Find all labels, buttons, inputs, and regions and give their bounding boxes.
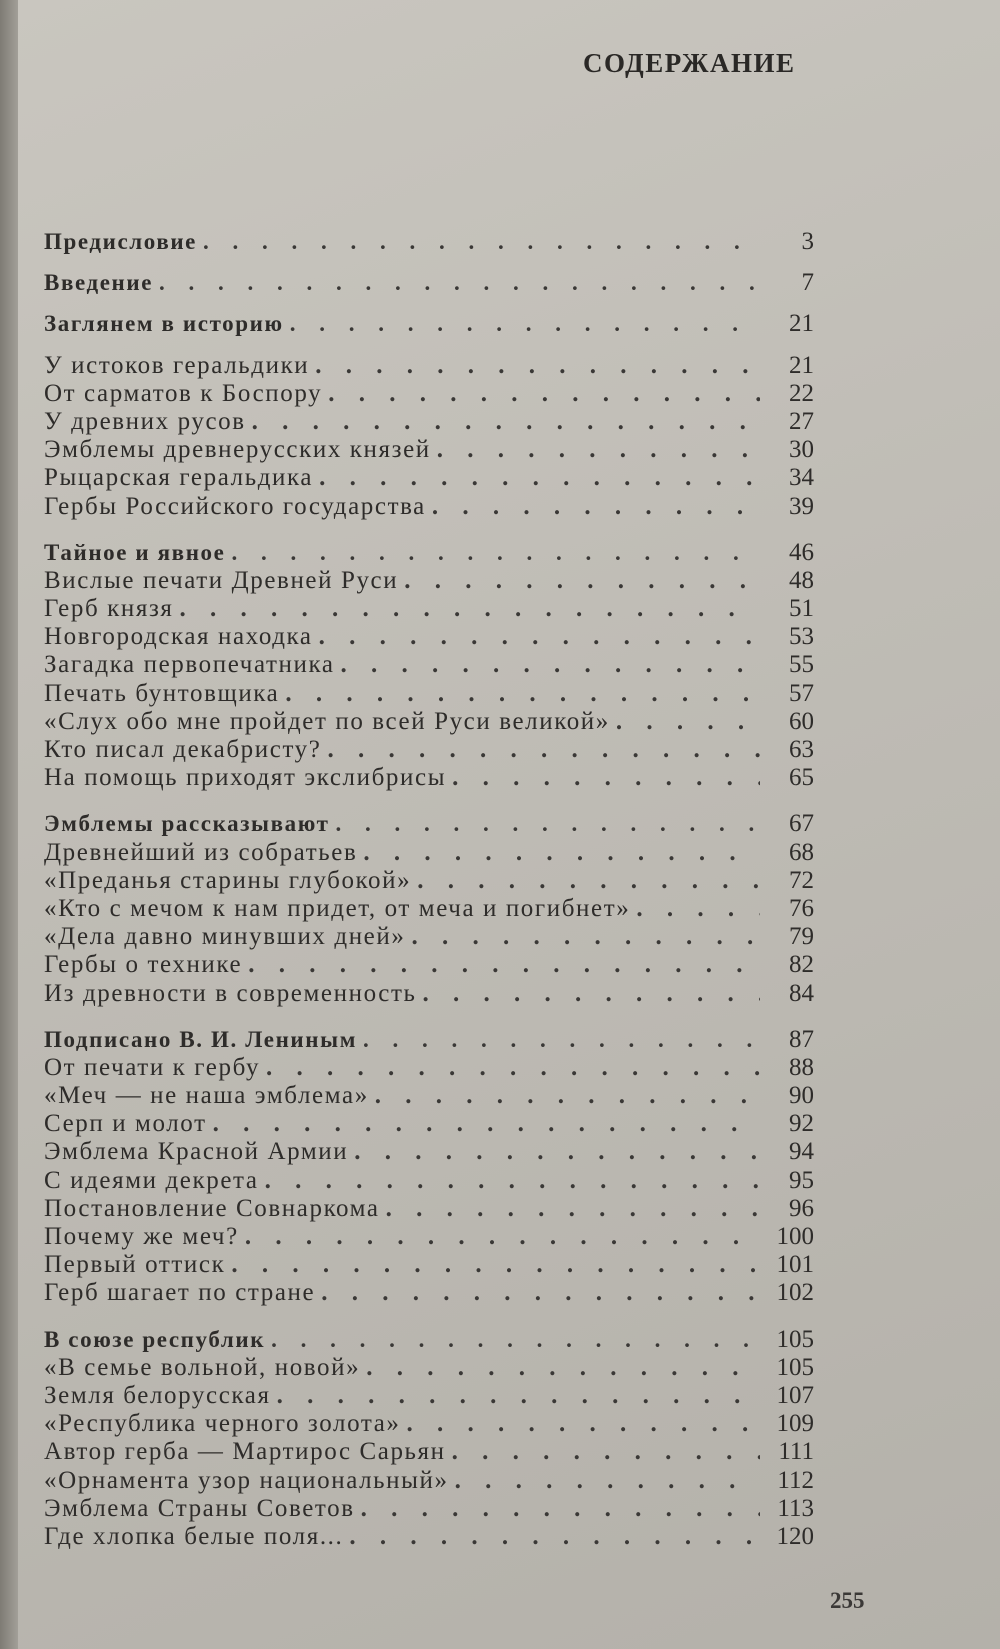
toc-entry-title: Кто писал декабристу? — [44, 736, 322, 763]
toc-entry — [44, 1251, 814, 1279]
dot-leader — [341, 651, 760, 679]
toc-entry-title: Где хлопка белые поля... — [44, 1522, 344, 1550]
toc-entry-title: «Дела давно минувших дней» — [44, 923, 406, 951]
dot-leader — [315, 352, 760, 380]
toc-entry-title: Загадка первопечатника — [44, 651, 335, 679]
toc-entry — [44, 623, 814, 651]
toc-entry — [44, 310, 814, 338]
dot-leader — [363, 839, 760, 867]
toc-entry — [44, 1110, 814, 1138]
dot-leader — [327, 736, 760, 764]
toc-entry — [44, 680, 814, 708]
toc-entry-page: 120 — [776, 1522, 814, 1550]
toc-entry-title: На помощь приходят экслибрисы — [44, 764, 447, 792]
toc-entry-page: 101 — [776, 1251, 814, 1279]
dot-leader — [407, 1410, 760, 1438]
toc-entry-title: Первый оттиск — [44, 1251, 226, 1279]
toc-entry-title: Автор герба — Мартирос Сарьян — [44, 1438, 446, 1466]
toc-entry — [44, 1467, 814, 1495]
toc-entry-page: 46 — [789, 538, 814, 566]
toc-entry-page: 88 — [789, 1053, 814, 1081]
toc-entry-page: 95 — [789, 1166, 814, 1194]
dot-leader — [354, 1138, 760, 1166]
toc-entry — [44, 651, 814, 679]
dot-leader — [285, 680, 760, 708]
toc-entry — [44, 1167, 814, 1195]
toc-entry-title: Предисловие — [44, 229, 197, 254]
toc-entry — [44, 1026, 814, 1054]
toc-entry-page: 105 — [776, 1353, 814, 1381]
dot-leader — [271, 1326, 760, 1354]
toc-entry-page: 109 — [776, 1410, 814, 1438]
toc-entry — [44, 1082, 814, 1110]
toc-entry — [44, 810, 814, 838]
dot-leader — [277, 1382, 760, 1410]
toc-entry-title: В союзе республик — [44, 1326, 266, 1352]
toc-entry-title: Новгородская находка — [44, 623, 313, 651]
toc-entry — [44, 567, 814, 595]
dot-leader — [455, 1467, 760, 1495]
toc-entry — [44, 867, 814, 895]
toc-entry-title: «Преданья старины глубокой» — [44, 866, 412, 894]
toc-entry-title: Вислые печати Древней Руси — [44, 566, 399, 594]
toc-entry-title: Заглянем в историю — [44, 311, 284, 337]
dot-leader — [452, 1438, 760, 1466]
toc-entry — [44, 1138, 814, 1166]
toc-entry-title: У древних русов — [44, 407, 246, 435]
toc-entry-page: 94 — [789, 1138, 814, 1166]
toc-entry-page: 96 — [789, 1194, 814, 1222]
toc-entry-page: 82 — [789, 951, 814, 979]
toc-entry — [44, 436, 814, 464]
toc-entry — [44, 1410, 814, 1438]
toc-entry-title: Эмблемы древнерусских князей — [44, 436, 431, 464]
toc-entry-page: 87 — [789, 1025, 814, 1053]
book-page — [18, 0, 1000, 1649]
dot-leader — [417, 867, 760, 895]
toc-entry-title: Рыцарская геральдика — [44, 464, 314, 492]
dot-leader — [636, 895, 760, 923]
toc-entry-page: 21 — [789, 351, 814, 379]
toc-entry-title: С идеями декрета — [44, 1166, 259, 1194]
toc-entry-page: 100 — [776, 1223, 814, 1250]
toc-entry-title: От сарматов к Боспору — [44, 379, 323, 407]
toc-entry — [44, 595, 814, 623]
toc-entry — [44, 1326, 814, 1354]
dot-leader — [248, 951, 760, 979]
toc-entry-page: 111 — [778, 1438, 814, 1466]
toc-entry — [44, 1223, 814, 1251]
toc-entry-title: «Кто с мечом к нам придет, от меча и погибнет» — [44, 894, 631, 922]
toc-entry-title: Печать бунтовщика — [44, 679, 280, 707]
toc-entry — [44, 839, 814, 867]
toc-entry-title: «В семье вольной, новой» — [44, 1353, 361, 1381]
page-number: 255 — [830, 1588, 865, 1613]
dot-leader — [319, 623, 760, 651]
toc-entry-page: 67 — [789, 810, 814, 838]
toc-entry — [44, 269, 814, 297]
dot-leader — [423, 980, 760, 1008]
page-edge-shadow — [0, 0, 18, 1649]
toc-entry — [44, 1354, 814, 1382]
toc-entry-title: У истоков геральдики — [44, 351, 310, 379]
toc-entry-title: Земля белорусская — [44, 1381, 271, 1409]
dot-leader — [363, 1026, 760, 1054]
toc-entry-title: Герб шагает по стране — [44, 1279, 316, 1307]
toc-entry — [44, 464, 814, 492]
toc-entry-page: 72 — [789, 866, 814, 894]
dot-leader — [349, 1523, 760, 1551]
toc-entry-page: 107 — [776, 1381, 814, 1409]
toc-entry — [44, 1495, 814, 1523]
dot-leader — [159, 269, 760, 297]
toc-entry-title: Введение — [44, 270, 154, 296]
toc-entry-page: 27 — [789, 407, 814, 435]
dot-leader — [319, 464, 760, 492]
toc-entry-page: 112 — [777, 1466, 814, 1494]
dot-leader — [252, 408, 760, 436]
dot-leader — [265, 1167, 760, 1195]
toc-entry — [44, 493, 814, 521]
dot-leader — [335, 810, 760, 838]
toc-entry-title: Гербы Российского государства — [44, 492, 426, 520]
toc-entry-page: 21 — [789, 310, 814, 338]
toc-entry-page: 39 — [789, 492, 814, 520]
toc-entry-title: Тайное и явное — [44, 539, 226, 565]
toc-entry-title: От печати к гербу — [44, 1053, 261, 1081]
toc-entry — [44, 228, 814, 256]
toc-entry-page: 53 — [789, 623, 814, 651]
toc-entry — [44, 980, 814, 1008]
dot-leader — [432, 493, 760, 521]
toc-entry — [44, 380, 814, 408]
table-of-contents — [44, 228, 814, 1551]
toc-entry-title: Подписано В. И. Лениным — [44, 1026, 357, 1052]
toc-entry-page: 92 — [789, 1110, 814, 1138]
dot-leader — [245, 1223, 760, 1251]
dot-leader — [290, 310, 760, 338]
toc-entry-page: 22 — [789, 379, 814, 407]
toc-entry-page: 60 — [789, 707, 814, 735]
toc-entry — [44, 1054, 814, 1082]
dot-leader — [328, 380, 760, 408]
toc-entry-title: «Орнамента узор национальный» — [44, 1466, 449, 1494]
toc-entry-page: 65 — [789, 764, 814, 792]
toc-entry-title: Почему же меч? — [44, 1223, 239, 1250]
toc-entry-page: 57 — [789, 679, 814, 707]
toc-entry-title: Серп и молот — [44, 1110, 207, 1138]
toc-entry-title: «Слух обо мне пройдет по всей Руси великой» — [44, 707, 610, 735]
dot-leader — [404, 567, 760, 595]
dot-leader — [361, 1495, 760, 1523]
toc-entry — [44, 1382, 814, 1410]
toc-entry-title: Гербы о технике — [44, 951, 243, 979]
toc-entry-page: 113 — [777, 1494, 814, 1522]
dot-leader — [375, 1082, 760, 1110]
dot-leader — [616, 708, 760, 736]
toc-entry-title: Герб князя — [44, 595, 174, 623]
toc-entry-page: 68 — [789, 838, 814, 866]
toc-entry — [44, 895, 814, 923]
toc-entry-title: Постановление Совнаркома — [44, 1194, 380, 1222]
toc-entry-title: «Республика черного золота» — [44, 1410, 401, 1438]
toc-entry-page: 3 — [801, 228, 814, 255]
toc-entry-page: 84 — [789, 979, 814, 1007]
dot-leader — [366, 1354, 760, 1382]
dot-leader — [266, 1054, 760, 1082]
toc-entry-page: 105 — [776, 1325, 814, 1353]
dot-leader — [386, 1195, 760, 1223]
toc-entry-title: Эмблемы рассказывают — [44, 811, 330, 837]
toc-entry — [44, 708, 814, 736]
toc-entry-title: Древнейший из собратьев — [44, 838, 358, 866]
dot-leader — [321, 1279, 760, 1307]
toc-entry-page: 30 — [789, 436, 814, 464]
toc-entry-page: 102 — [776, 1279, 814, 1307]
toc-entry — [44, 1279, 814, 1307]
toc-entry-page: 76 — [789, 894, 814, 922]
dot-leader — [231, 539, 760, 567]
toc-entry-title: Эмблема Красной Армии — [44, 1138, 349, 1166]
toc-entry-page: 51 — [789, 595, 814, 623]
toc-entry-title: Эмблема Страны Советов — [44, 1494, 355, 1522]
toc-entry — [44, 539, 814, 567]
dot-leader — [411, 923, 760, 951]
toc-entry-page: 79 — [789, 923, 814, 951]
dot-leader — [231, 1251, 760, 1279]
toc-entry — [44, 923, 814, 951]
toc-entry — [44, 951, 814, 979]
toc-entry-page: 34 — [789, 464, 814, 492]
toc-entry-title: «Меч — не наша эмблема» — [44, 1082, 369, 1110]
toc-entry-page: 90 — [789, 1082, 814, 1110]
toc-entry — [44, 352, 814, 380]
toc-entry — [44, 764, 814, 792]
dot-leader — [437, 436, 760, 464]
dot-leader — [213, 1110, 760, 1138]
toc-entry-page: 48 — [789, 566, 814, 594]
toc-entry — [44, 1523, 814, 1551]
toc-entry — [44, 1438, 814, 1466]
page-heading: СОДЕРЖАНИЕ — [583, 48, 796, 78]
toc-entry-page: 63 — [789, 736, 814, 763]
toc-entry — [44, 736, 814, 764]
toc-entry-page: 55 — [789, 651, 814, 679]
toc-entry-page: 7 — [801, 269, 814, 297]
toc-entry — [44, 408, 814, 436]
toc-entry — [44, 1195, 814, 1223]
dot-leader — [203, 228, 760, 256]
toc-entry-title: Из древности в современность — [44, 979, 417, 1007]
dot-leader — [452, 764, 760, 792]
dot-leader — [180, 595, 760, 623]
